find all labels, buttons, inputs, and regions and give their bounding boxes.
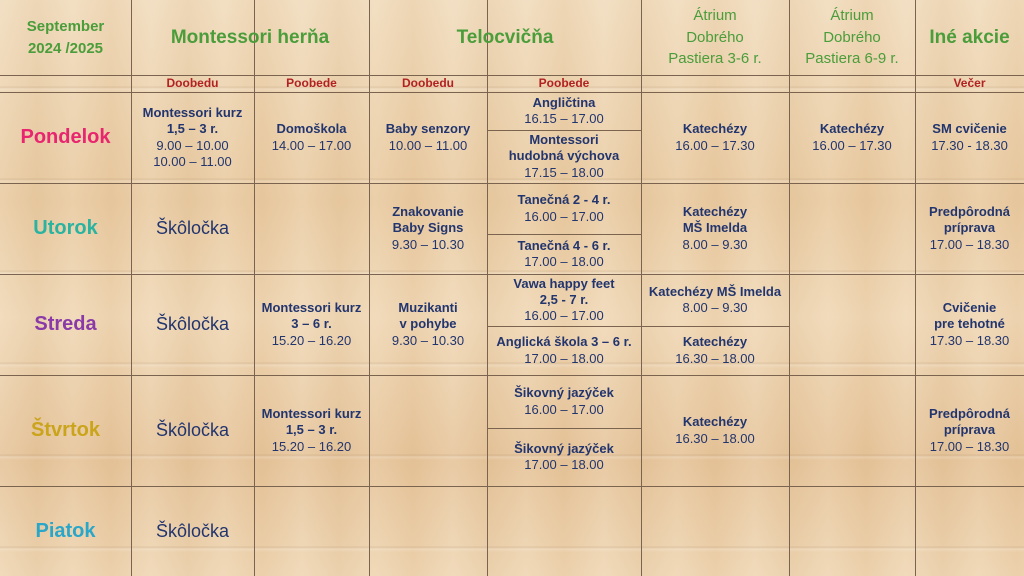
subheader-doobedu: Doobedu (166, 76, 219, 90)
activity-time: 16.00 – 17.30 (675, 137, 755, 153)
activity-time: 17.30 – 18.30 (929, 332, 1010, 348)
activity-time: 15.20 – 16.20 (271, 438, 352, 454)
activity-time: 16.15 – 17.00 (524, 111, 604, 126)
activity-time: 16.00 – 17.00 (524, 308, 604, 324)
activity-name: pre tehotné (934, 316, 1005, 332)
activity-time: 15.20 – 16.20 (271, 332, 352, 348)
activity-time: 16.30 – 18.00 (675, 430, 755, 446)
activity-name: Montessori kurz (261, 406, 362, 422)
activity-age: 3 – 6 r. (291, 316, 332, 332)
activity-name: Katechézy (682, 334, 748, 350)
mon-telocvicna-poobede-b (487, 130, 641, 183)
activity-time: 10.00 – 11.00 (388, 137, 468, 153)
activity-name: Katechézy (682, 121, 748, 137)
wed-montessori-doobedu (131, 274, 254, 375)
day-monday: Pondelok (20, 126, 111, 148)
wed-atrium-36-a (641, 274, 789, 326)
activity-name: Katechézy (682, 414, 748, 430)
activity-time: 17.30 - 18.30 (931, 137, 1008, 153)
period-label (0, 0, 131, 75)
thu-ine-akcie (915, 375, 1024, 486)
wed-telocvicna-poobede-a (487, 274, 641, 326)
activity-name: Škôločka (155, 218, 230, 239)
activity-name: príprava (943, 422, 996, 438)
activity-name: Anglická škola 3 – 6 r. (496, 334, 632, 350)
mon-telocvicna-doobedu (369, 92, 487, 183)
tue-ine-akcie (915, 183, 1024, 274)
activity-name: príprava (943, 220, 996, 236)
activity-age: 1,5 – 3 r. (166, 121, 219, 137)
wed-atrium-36-b (641, 326, 789, 375)
activity-name: Znakovanie (392, 204, 464, 220)
subheader-vecer: Večer (953, 76, 986, 90)
activity-name: v pohybe (399, 316, 457, 332)
activity-name: Šikovný jazýček (514, 385, 614, 401)
activity-name: Tanečná 4 - 6 r. (517, 237, 611, 253)
activity-name: Katechézy (819, 121, 885, 137)
activity-name: Predpôrodná (929, 204, 1010, 220)
activity-time: 17.15 – 18.00 (524, 164, 604, 180)
tue-telocvicna-poobede-b (487, 234, 641, 274)
activity-name: Tanečná 2 - 4 r. (517, 192, 611, 208)
activity-time: 16.30 – 18.00 (675, 350, 755, 366)
col-header-montessori: Montessori herňa (170, 26, 330, 48)
col-header-telocvicna: Telocvičňa (456, 26, 554, 48)
activity-time: 17.00 – 18.30 (929, 236, 1010, 252)
activity-name: Montessori kurz (142, 105, 243, 120)
day-friday: Piatok (35, 519, 96, 542)
activity-time: 16.00 – 17.00 (524, 401, 604, 417)
activity-name: Domoškola (276, 121, 347, 137)
tue-montessori-doobedu (131, 183, 254, 274)
activity-time: 8.00 – 9.30 (682, 300, 748, 315)
period-line-2: 2024 /2025 (27, 39, 104, 57)
thu-atrium-36 (641, 375, 789, 486)
atrium69-line-1: Átrium (830, 6, 874, 24)
col-header-ine-akcie: Iné akcie (929, 27, 1010, 48)
atrium36-line-3: Pastiera 3-6 r. (668, 50, 762, 68)
atrium36-line-2: Dobrého (686, 28, 744, 46)
thu-telocvicna-poobede-a (487, 375, 641, 428)
activity-time: 8.00 – 9.30 (682, 236, 748, 252)
day-thursday: Štvrtok (31, 419, 100, 441)
atrium69-line-2: Dobrého (823, 28, 881, 46)
activity-name: SM cvičenie (932, 121, 1007, 137)
thu-montessori-poobede (254, 375, 369, 486)
col-header-atrium-36 (641, 0, 789, 75)
activity-name: Škôločka (155, 520, 230, 541)
activity-name: Katechézy (682, 204, 748, 220)
activity-age: 2,5 - 7 r. (539, 291, 589, 307)
subheader-doobedu: Doobedu (402, 76, 454, 90)
activity-name: Cvičenie (942, 300, 997, 316)
mon-ine-akcie (915, 92, 1024, 183)
activity-time: 9.30 – 10.30 (391, 332, 465, 348)
activity-name: MŠ Imelda (682, 220, 748, 236)
activity-name: Predpôrodná (929, 406, 1010, 422)
fri-montessori-doobedu (131, 486, 254, 576)
activity-name: Škôločka (155, 420, 230, 441)
grid-line (789, 0, 790, 576)
mon-atrium-36 (641, 92, 789, 183)
activity-name: Škôločka (155, 314, 230, 335)
tue-telocvicna-doobedu (369, 183, 487, 274)
subheader-poobede: Poobede (286, 76, 337, 90)
subheader-poobede: Poobede (538, 76, 590, 90)
activity-name: Katechézy MŠ Imelda (648, 283, 782, 299)
activity-name: Montessori (529, 132, 599, 148)
activity-name: Baby Signs (392, 220, 464, 236)
activity-name: hudobná výchova (508, 148, 620, 164)
period-line-1: September (26, 17, 105, 35)
activity-name: Muzikanti (398, 300, 458, 316)
col-header-atrium-69 (789, 0, 915, 75)
activity-time: 17.00 – 18.00 (524, 350, 604, 366)
activity-name: Baby senzory (385, 121, 471, 137)
mon-atrium-69 (789, 92, 915, 183)
atrium36-line-1: Átrium (693, 6, 737, 24)
mon-montessori-poobede (254, 92, 369, 183)
activity-time: 9.30 – 10.30 (391, 236, 465, 252)
activity-time: 17.00 – 18.00 (524, 254, 604, 269)
mon-montessori-doobedu (131, 92, 254, 183)
wed-montessori-poobede (254, 274, 369, 375)
day-tuesday: Utorok (33, 217, 98, 239)
activity-name: Angličtina (532, 94, 596, 110)
activity-time: 9.00 – 10.00 (156, 137, 229, 153)
activity-name: Šikovný jazýček (514, 440, 614, 456)
tue-atrium-36 (641, 183, 789, 274)
wed-telocvicna-poobede-b (487, 326, 641, 375)
wed-telocvicna-doobedu (369, 274, 487, 375)
day-wednesday: Streda (34, 313, 97, 335)
activity-name: Vawa happy feet (513, 275, 615, 291)
atrium69-line-3: Pastiera 6-9 r. (805, 50, 899, 68)
activity-time: 14.00 – 17.00 (271, 137, 352, 153)
tue-telocvicna-poobede-a (487, 183, 641, 234)
wed-ine-akcie (915, 274, 1024, 375)
activity-time: 16.00 – 17.30 (812, 137, 892, 153)
activity-time: 17.00 – 18.00 (524, 457, 604, 472)
mon-telocvicna-poobede-a (487, 92, 641, 130)
activity-age: 1,5 – 3 r. (285, 422, 338, 438)
activity-time: 16.00 – 17.00 (524, 208, 604, 224)
thu-telocvicna-poobede-b (487, 428, 641, 486)
thu-montessori-doobedu (131, 375, 254, 486)
activity-time: 17.00 – 18.30 (929, 438, 1010, 454)
activity-time: 10.00 – 11.00 (153, 153, 232, 169)
activity-name: Montessori kurz (261, 300, 362, 316)
